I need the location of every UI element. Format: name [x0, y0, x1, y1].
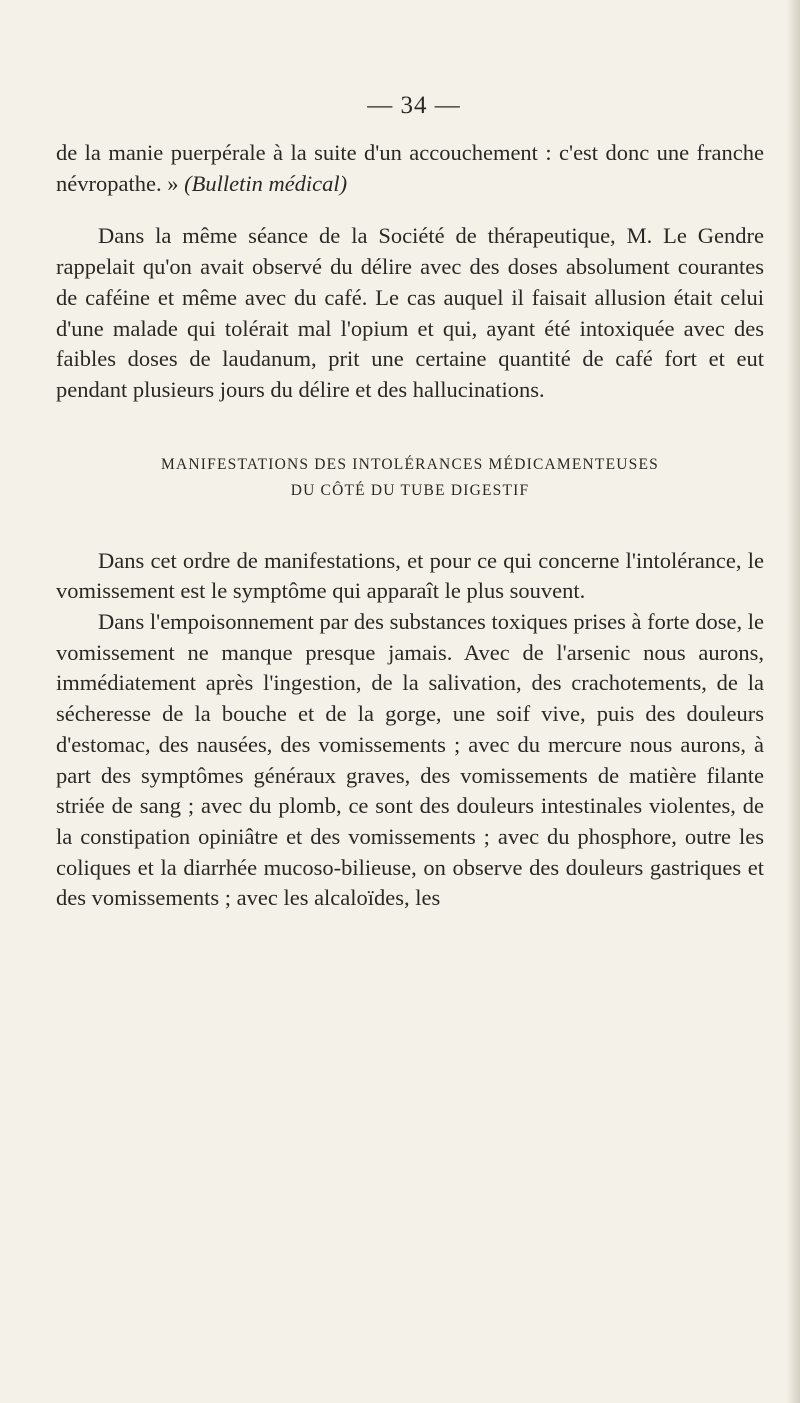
paragraph-le-gendre: Dans la même séance de la Société de thérapeutique, M. Le Gendre rappelait qu'on avait observé du délire avec des doses absolument courantes de caféine et même avec du café. Le cas auquel il faisait allusion était celui d'une malade qui tolérait mal l'opium et qui, ayant été intoxiquée avec des faibles doses de laudanum, prit une certaine quantité de café fort et eut pendant plusieurs jours du délire et des hallucinations.: [56, 223, 764, 402]
section-heading-line-2: DU CÔTÉ DU TUBE DIGESTIF: [290, 481, 530, 499]
paragraph-empoisonnement: Dans l'empoisonnement par des substances toxiques prises à forte dose, le vomissement ne manque presque jamais. Avec de l'arsenic nous aurons, immédiatement après l'ingestion, de la salivation, des crachotements, de la sécheresse de la bouche et de la gorge, une soif vive, puis des douleurs d'estomac, des nausées, des vomissements ; avec du mercure nous aurons, à part des symptômes généraux graves, des vomissements de matière filante striée de sang ; avec du plomb, ce sont des douleurs intestinales violentes, de la constipation opiniâtre et des vomissements ; avec du phosphore, outre les coliques et la diarrhée mucoso-bilieuse, on observe des douleurs gastriques et des vomissements ; avec les alcaloïdes, les: [56, 609, 764, 911]
paragraph-continuation-text: de la manie puerpérale à la suite d'un accouchement : c'est donc une franche névropathe. »: [56, 140, 764, 196]
page-number: — 34 —: [367, 92, 461, 119]
paragraph-vomissement: Dans cet ordre de manifestations, et pour ce qui concerne l'intolérance, le vomissement est le symptôme qui apparaît le plus souvent.: [56, 547, 764, 604]
section-heading: [56, 452, 764, 504]
book-page: [56, 92, 764, 914]
page-edge-shadow: [786, 0, 800, 1403]
section-heading-line-1: MANIFESTATIONS DES INTOLÉRANCES MÉDICAMENTEUSES: [161, 455, 659, 473]
paragraph-continuation: [56, 138, 764, 199]
bulletin-medical-citation: (Bulletin médical): [184, 170, 348, 196]
